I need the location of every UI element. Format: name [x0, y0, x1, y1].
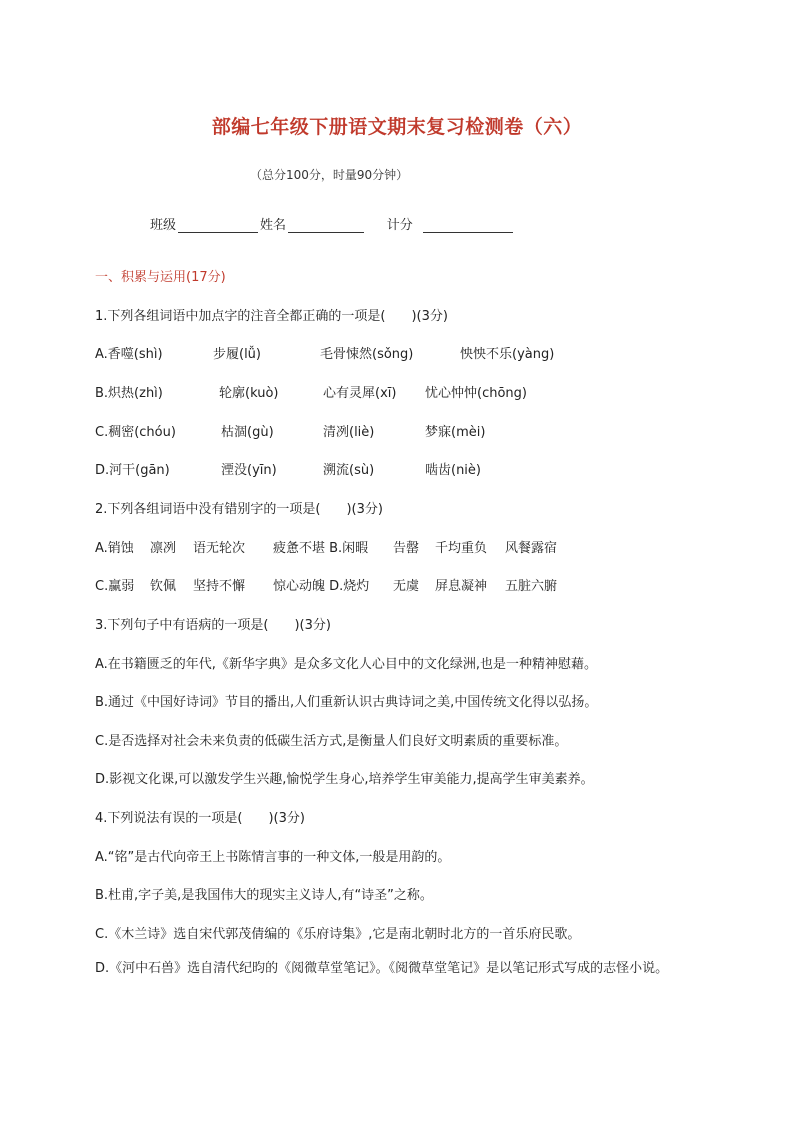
question-4-stem: 4.下列说法有误的一项是( )(3分): [95, 811, 305, 826]
name-blank[interactable]: [288, 218, 364, 233]
option-word: 疲惫不堪 B.闲暇: [273, 541, 369, 556]
option-word: 毛骨悚然(sǒng): [320, 347, 414, 362]
question-1-option-d: [95, 459, 481, 478]
option-word: A.销蚀: [95, 541, 134, 556]
option-word: 心有灵犀(xī): [323, 386, 397, 401]
option-word: 千均重负: [435, 541, 488, 556]
question-4-option-d: D.《河中石兽》选自清代纪昀的《阅微草堂笔记》。《阅微草堂笔记》是以笔记形式写成的志怪小说。: [95, 961, 669, 976]
option-word: 风餐露宿: [505, 541, 558, 556]
question-3-option-d: D.影视文化课,可以激发学生兴趣,愉悦学生身心,培养学生审美能力,提高学生审美素养。: [95, 772, 594, 787]
option-word: 钦佩: [150, 579, 177, 594]
score-blank[interactable]: [423, 218, 513, 233]
option-word: 梦寐(mèi): [425, 425, 486, 440]
option-word: 语无轮次: [193, 541, 246, 556]
name-label: 姓名: [260, 218, 287, 233]
option-word: 五脏六腑: [505, 579, 558, 594]
option-word: D.河干(gān): [95, 463, 170, 478]
question-4-option-b: B.杜甫,字子美,是我国伟大的现实主义诗人,有“诗圣”之称。: [95, 888, 433, 903]
option-word: A.香噬(shì): [95, 347, 163, 362]
option-word: 凛冽: [150, 541, 177, 556]
question-2-options-cd: [95, 575, 557, 594]
option-word: 告罄: [393, 541, 420, 556]
option-word: 轮廓(kuò): [219, 386, 279, 401]
question-1-option-a: [95, 343, 554, 362]
option-word: 无虞: [393, 579, 420, 594]
class-blank[interactable]: [178, 218, 258, 233]
question-1-option-c: [95, 421, 485, 440]
question-4-option-a: A.“铭”是古代向帝王上书陈情言事的一种文体,一般是用韵的。: [95, 850, 451, 865]
student-info-fields: [150, 214, 515, 233]
question-1-stem: 1.下列各组词语中加点字的注音全都正确的一项是( )(3分): [95, 309, 448, 324]
option-word: C.赢弱: [95, 579, 135, 594]
option-word: 步履(lǚ): [213, 347, 261, 362]
question-2-options-ab: [95, 537, 557, 556]
option-word: 溯流(sù): [323, 463, 375, 478]
option-word: 啮齿(niè): [425, 463, 481, 478]
option-word: 忧心忡忡(chōng): [425, 386, 527, 401]
question-4-option-c: C.《木兰诗》选自宋代郭茂倩编的《乐府诗集》,它是南北朝时北方的一首乐府民歌。: [95, 927, 581, 942]
section-heading: 一、积累与运用(17分): [95, 270, 226, 285]
option-word: B.炽热(zhì): [95, 386, 163, 401]
option-word: 湮没(yīn): [221, 463, 277, 478]
option-word: C.稠密(chóu): [95, 425, 176, 440]
question-3-option-b: B.通过《中国好诗词》节目的播出,人们重新认识古典诗词之美,中国传统文化得以弘扬。: [95, 695, 598, 710]
option-word: 怏怏不乐(yàng): [460, 347, 555, 362]
option-word: 坚持不懈: [193, 579, 246, 594]
option-word: 枯涸(gù): [221, 425, 274, 440]
exam-info: （总分100分，时量90分钟）: [250, 168, 409, 182]
page-title: 部编七年级下册语文期末复习检测卷（六）: [211, 116, 583, 138]
option-word: 清冽(liè): [323, 425, 375, 440]
option-word: 惊心动魄 D.烧灼: [273, 579, 370, 594]
question-3-option-c: C.是否选择对社会未来负责的低碳生活方式,是衡量人们良好文明素质的重要标准。: [95, 734, 568, 749]
class-label: 班级: [150, 218, 177, 233]
question-2-stem: 2.下列各组词语中没有错别字的一项是( )(3分): [95, 502, 383, 517]
score-label: 计分: [386, 218, 413, 233]
question-3-option-a: A.在书籍匮乏的年代,《新华字典》是众多文化人心目中的文化绿洲,也是一种精神慰藉。: [95, 657, 598, 672]
question-1-option-b: [95, 382, 527, 401]
question-3-stem: 3.下列句子中有语病的一项是( )(3分): [95, 618, 331, 633]
option-word: 屏息凝神: [435, 579, 488, 594]
